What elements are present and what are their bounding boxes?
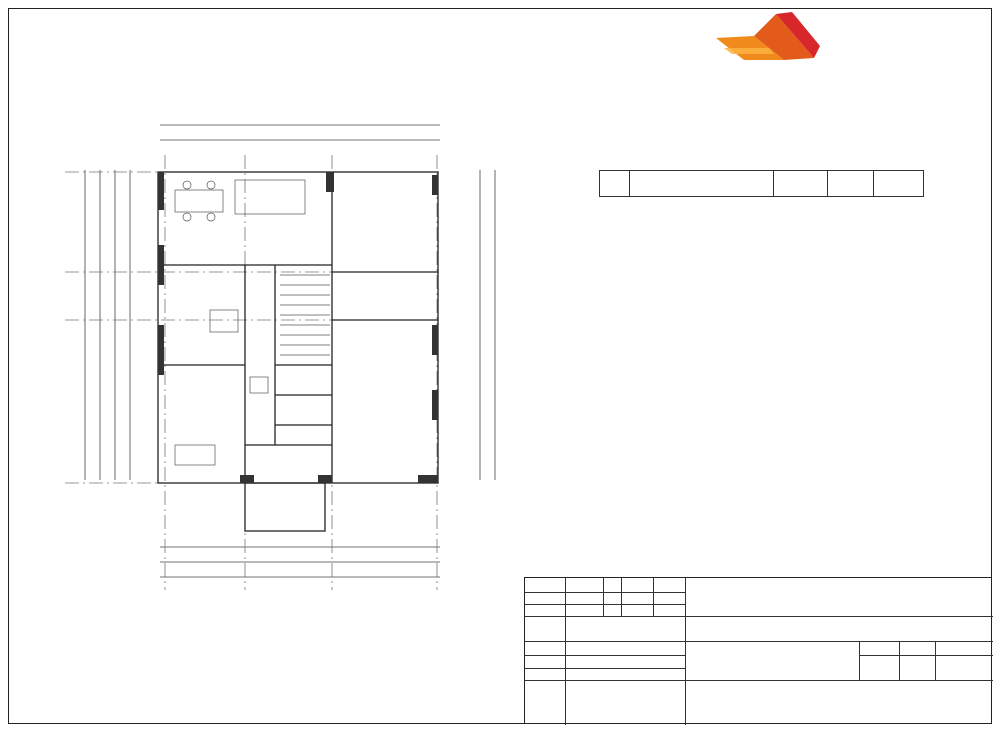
floor-plan-drawing: [40, 115, 530, 615]
floor-plan: [40, 115, 530, 615]
arkada-logo-mark-icon: [714, 8, 824, 68]
col-no-header: [600, 171, 630, 197]
explication-table: [599, 170, 924, 197]
explication-header-row: [600, 171, 924, 197]
col-name-header: [630, 171, 774, 197]
col-unit-header: [774, 171, 828, 197]
title-stamp: [524, 577, 992, 724]
arkada-logo: [714, 8, 994, 70]
col-notes-header: [874, 171, 924, 197]
col-area-header: [828, 171, 874, 197]
